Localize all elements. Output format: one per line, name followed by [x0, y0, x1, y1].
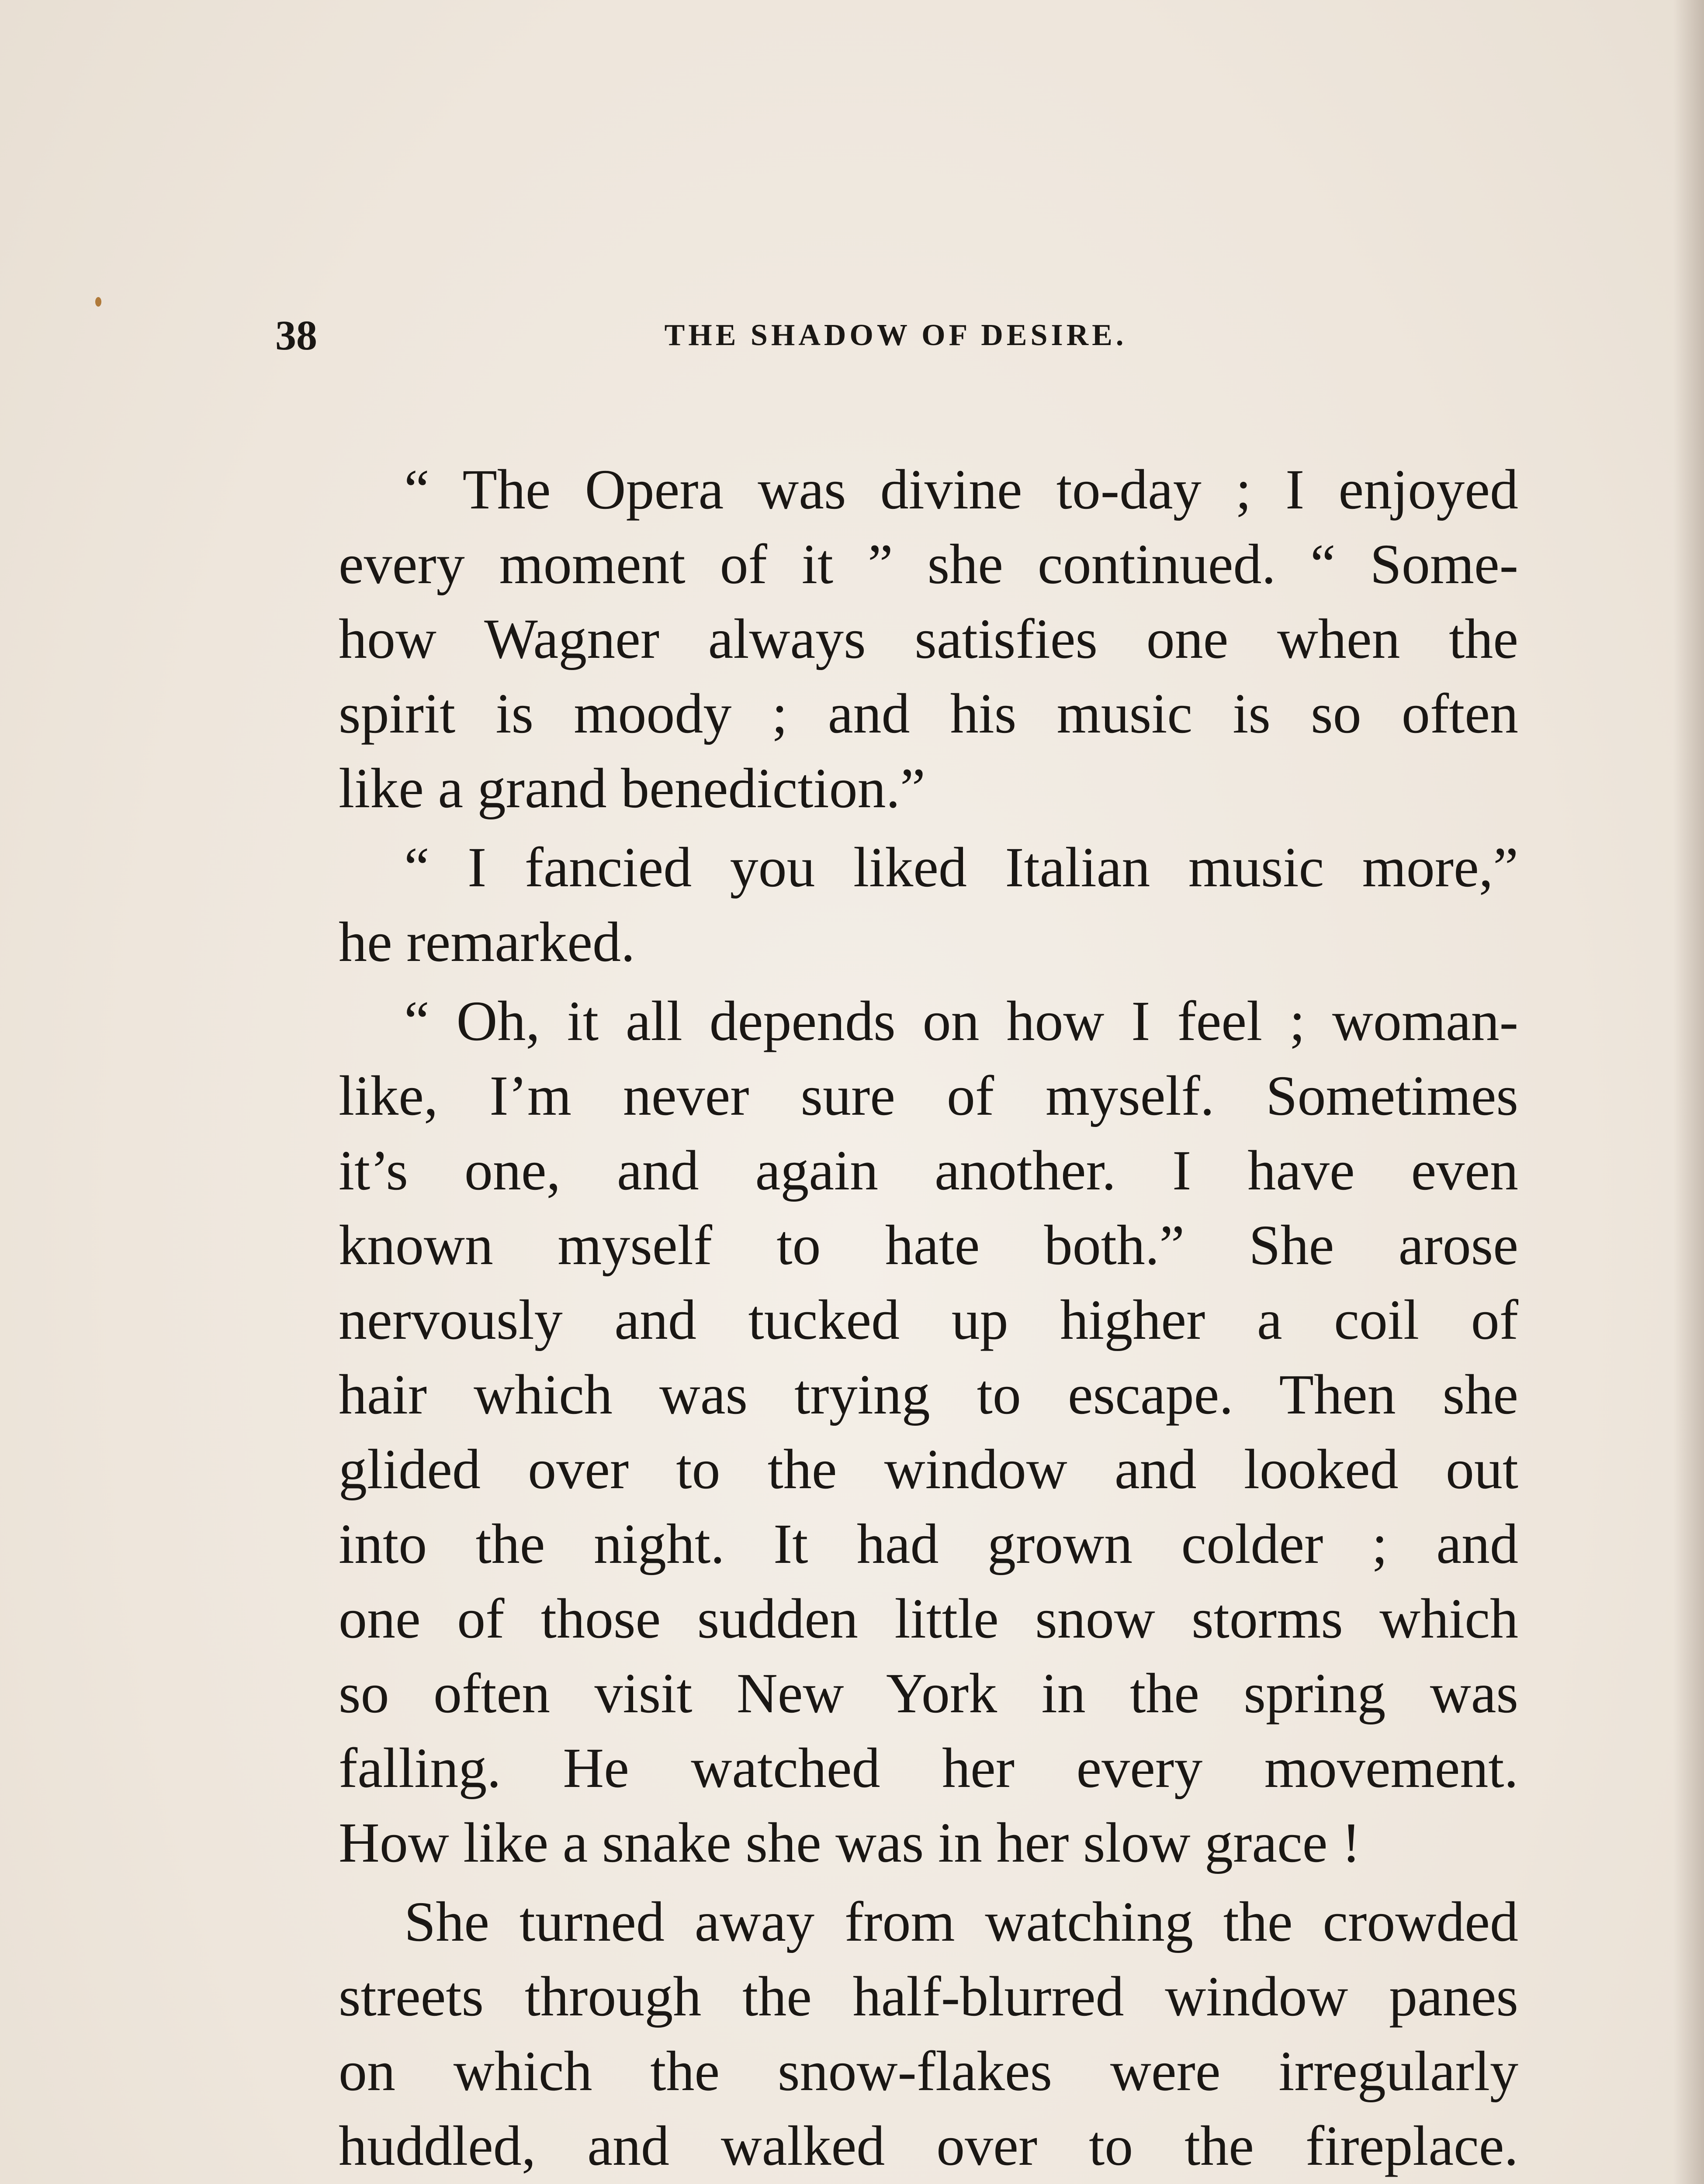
paragraph [273, 453, 1518, 826]
paper-speck [95, 297, 101, 307]
text-line: it’s one, and again another. I have even [339, 1139, 1518, 1202]
running-head: THE SHADOW OF DESIRE. [664, 318, 1127, 352]
text-line: spirit is moody ; and his music is so often [339, 682, 1518, 745]
text-line: “ I fancied you liked Italian music more,” [404, 836, 1518, 899]
text-line: one of those sudden little snow storms which [339, 1587, 1518, 1650]
text-line: falling. He watched her every movement. [339, 1737, 1518, 1800]
page-number: 38 [275, 312, 317, 359]
paragraph [273, 830, 1518, 980]
text-line: how Wagner always satisfies one when the [339, 608, 1518, 670]
text-line: hair which was trying to escape. Then she [339, 1363, 1518, 1426]
text-line: into the night. It had grown colder ; and [339, 1513, 1518, 1576]
text-line: She turned away from watching the crowded [404, 1890, 1518, 1953]
page-edge-shadow [1673, 0, 1704, 2184]
text-line: like, I’m never sure of myself. Sometimes [339, 1064, 1518, 1127]
text-line: on which the snow-flakes were irregularly [339, 2040, 1518, 2103]
body-text [273, 453, 1518, 2184]
text-line: so often visit New York in the spring was [339, 1662, 1518, 1725]
text-line: like a grand benediction.” [339, 757, 925, 820]
text-line: glided over to the window and looked out [339, 1438, 1518, 1501]
text-line: every moment of it ” she continued. “ Some- [339, 533, 1518, 596]
text-line: How like a snake she was in her slow grace ! [339, 1811, 1361, 1874]
text-line: streets through the half-blurred window panes [339, 1965, 1518, 2028]
paragraph [273, 984, 1518, 1880]
text-line: “ Oh, it all depends on how I feel ; woman- [404, 990, 1518, 1053]
text-line: nervously and tucked up higher a coil of [339, 1289, 1518, 1351]
paragraph [273, 1885, 1518, 2184]
text-line: huddled, and walked over to the fireplace. [339, 2115, 1518, 2177]
text-line: he remarked. [339, 911, 635, 974]
text-line: known myself to hate both.” She arose [339, 1214, 1518, 1277]
page-header [275, 309, 1516, 362]
text-line: “ The Opera was divine to-day ; I enjoyed [404, 458, 1518, 521]
